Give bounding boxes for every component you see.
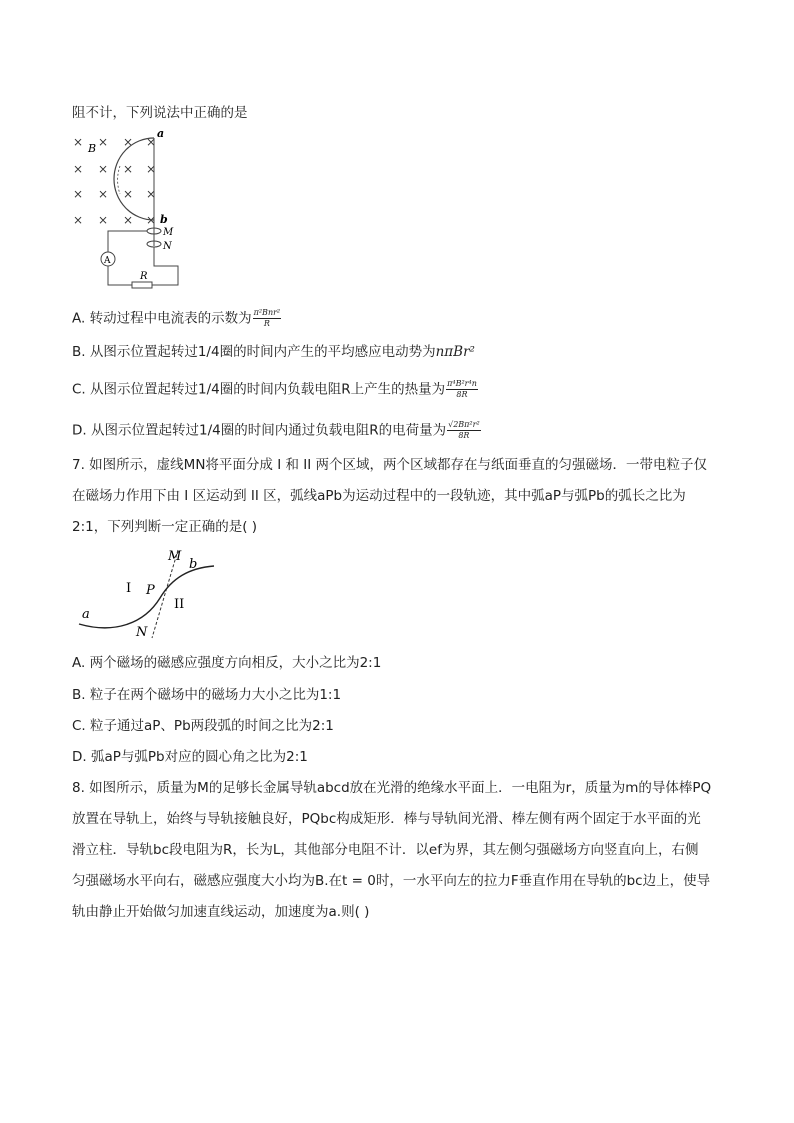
label-b: b [189,557,198,572]
option-7d: D. 弧aP与弧Pb对应的圆心角之比为2:1 [72,749,308,765]
q8-line5: 轨由静止开始做匀加速直线运动，加速度为a.则( ) [72,904,370,920]
q7-line1: 7. 如图所示，虚线MN将平面分成 I 和 II 两个区域，两个区域都存在与纸面垂直的匀强磁场．一带电粒子仅 [72,457,708,473]
option-7b: B. 粒子在两个磁场中的磁场力大小之比为1:1 [72,687,342,703]
option-7c: C. 粒子通过aP、Pb两段弧的时间之比为2:1 [72,718,334,734]
option-6b: B. 从图示位置起转过1/4圈的时间内产生的平均感应电动势为nπBr² [72,344,475,360]
label-a: a [157,128,165,140]
field-cross: × [123,162,134,176]
field-cross: × [98,162,109,176]
fraction: $\frac{\text{√2Bπ²r²}}{8R}$ [448,420,480,440]
option-7a: A. 两个磁场的磁感应强度方向相反，大小之比为2:1 [72,655,382,671]
label-region-II: II [174,597,185,612]
label-b: b [160,213,168,226]
field-cross: × [123,187,134,201]
label-M: M [163,227,174,238]
label-ammeter: A [104,256,111,266]
label-N: N [163,241,172,252]
label-region-I: I [126,581,132,596]
field-cross: × [73,162,84,176]
field-cross: × [73,187,84,201]
option-6c: C. 从图示位置起转过1/4圈的时间内负载电阻R上产生的热量为 $\frac{\text{π⁴B²r⁴n}}{8R}$ [72,379,477,399]
field-cross: × [73,135,84,149]
field-cross: × [73,213,84,227]
fraction: $\frac{\text{π²Bnr²}}{R}$ [253,308,281,328]
field-cross: × [98,135,109,149]
label-R: R [140,271,148,282]
question-intro: 阻不计，下列说法中正确的是 [72,105,248,121]
field-cross: × [146,162,157,176]
resistor-icon [132,282,152,288]
label-a: a [82,607,90,622]
field-cross: × [146,213,157,227]
figure-coil-circuit [68,128,193,293]
field-cross: × [123,135,134,149]
label-B: B [88,142,97,155]
q8-line2: 放置在导轨上，始终与导轨接触良好，PQbc构成矩形．棒与导轨间光滑、棒左侧有两个固定于水平面的光 [72,811,701,827]
q8-line1: 8. 如图所示，质量为M的足够长金属导轨abcd放在光滑的绝缘水平面上．一电阻为r，质量为m的导体棒PQ [72,780,712,796]
field-cross: × [146,187,157,201]
q7-line3: 2:1，下列判断一定正确的是( ) [72,519,258,535]
figure-trajectory [74,546,224,642]
label-P: P [146,583,155,598]
option-6a: A. 转动过程中电流表的示数为 $\frac{\text{π²Bnr²}}{R}$ [72,308,281,328]
option-6d: D. 从图示位置起转过1/4圈的时间内通过负载电阻R的电荷量为 $\frac{\text{√2Bπ²r²}}{8R}$ [72,420,480,440]
q8-line4: 匀强磁场水平向右，磁感应强度大小均为B.在t = 0时，一水平向左的拉力F垂直作用在导轨的bc边上，使导 [72,873,711,889]
field-cross: × [123,213,134,227]
fraction: $\frac{\text{π⁴B²r⁴n}}{8R}$ [447,379,477,399]
label-N: N [136,625,148,640]
field-cross: × [98,213,109,227]
q7-line2: 在磁场力作用下由 I 区运动到 II 区，弧线aPb为运动过程中的一段轨迹，其中弧aP与弧Pb的弧长之比为 [72,488,686,504]
field-cross: × [98,187,109,201]
q8-line3: 滑立柱．导轨bc段电阻为R，长为L，其他部分电阻不计．以ef为界，其左侧匀强磁场方向竖直向上，右侧 [72,842,699,858]
field-cross: × [146,135,157,149]
label-M: M [168,549,182,564]
